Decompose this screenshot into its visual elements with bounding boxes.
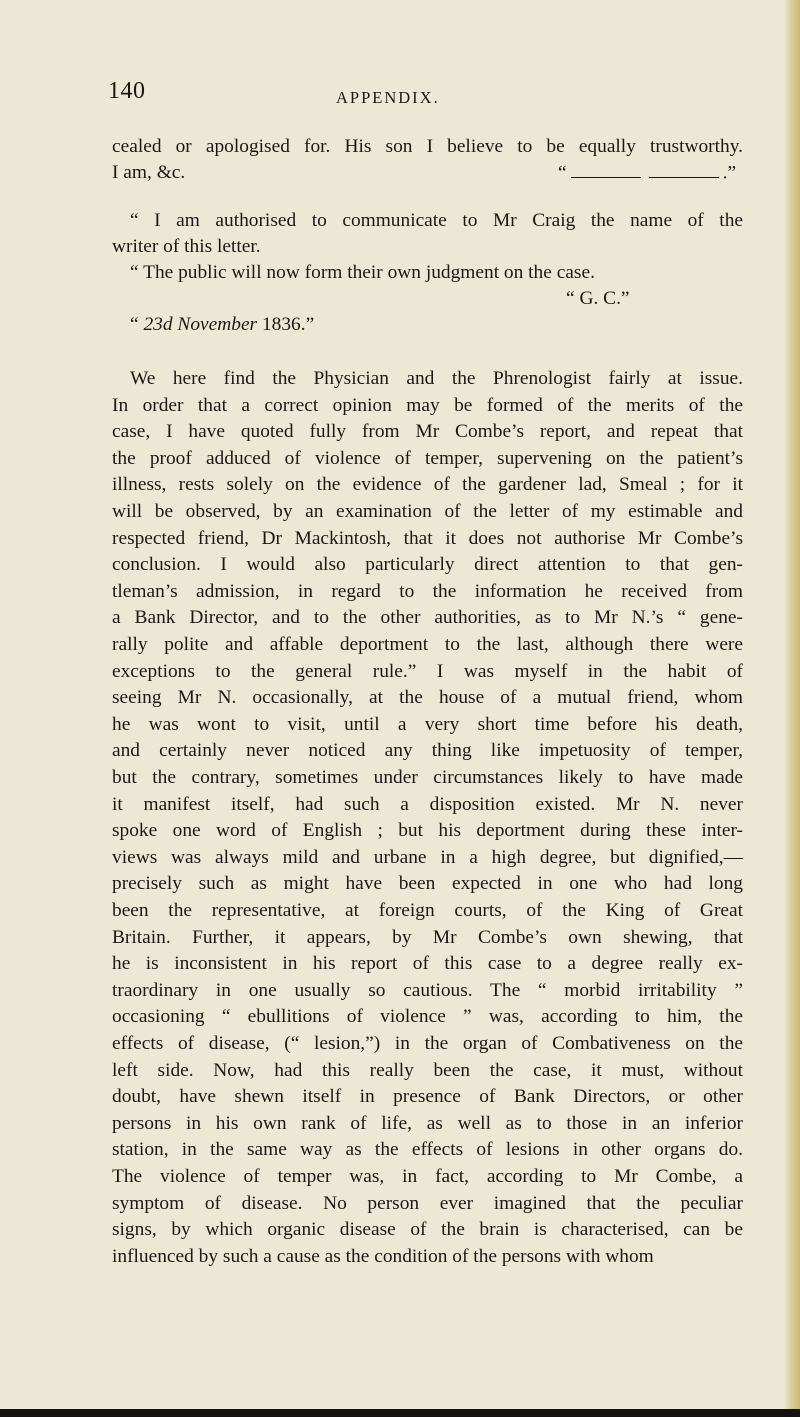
body-line: illness, rests solely on the evidence of the gardener lad, Smeal ; for it [112,474,743,496]
body-line: influenced by such a cause as the condition of the persons with whom [112,1245,654,1267]
body-line: a Bank Director, and to the other authorities, as to Mr N.’s “ gene- [112,607,743,629]
body-line: tleman’s admission, in regard to the information he received from [112,580,743,602]
body-line: We here find the Physician and the Phrenologist fairly at issue. [130,368,743,389]
body-line: persons in his own rank of life, as well as to those in an inferior [112,1112,743,1134]
body-line: precisely such as might have been expected in one who had long [112,873,743,895]
body-line: rally polite and affable deportment to the last, although there were [112,634,743,655]
body-line: he was wont to visit, until a very short time before his death, [112,713,743,735]
letter-line-2 [112,160,743,186]
body-line: The violence of temper was, in fact, according to Mr Combe, a [112,1166,743,1187]
body-line: signs, by which organic disease of the brain is characterised, can be [112,1219,743,1241]
letter-line-1: cealed or apologised for. His son I believe to be equally trustworthy. [112,136,743,157]
close-quote: .” [722,162,737,184]
body-line: but the contrary, sometimes under circumstances likely to have made [112,767,743,788]
running-head: APPENDIX. [336,88,440,107]
body-line: spoke one word of English ; but his deportment during these inter- [112,820,743,842]
blank-line-1 [571,160,641,178]
page-number: 140 [108,78,146,104]
body-line: case, I have quoted fully from Mr Combe’s report, and repeat that [112,421,743,443]
body-line: Britain. Further, it appears, by Mr Combe’s own shewing, that [112,926,743,948]
letter-closing: I am, &c. [112,162,186,183]
body-line: seeing Mr N. occasionally, at the house of a mutual friend, whom [112,687,743,709]
body-line: doubt, have shewn itself in presence of Bank Directors, or other [112,1086,743,1108]
body-line: he is inconsistent in his report of this case to a degree really ex- [112,953,743,975]
bottom-edge [0,1409,800,1417]
signature: “ G. C.” [566,288,630,309]
body-line: it manifest itself, had such a disposition existed. Mr N. never [112,793,743,815]
date-italic: 23d November [143,314,258,335]
note-line-3: “ The public will now form their own judgment on the case. [130,262,595,283]
body-line: In order that a correct opinion may be formed of the merits of the [112,394,743,416]
open-quote: “ [558,162,567,184]
page-edge [784,0,800,1417]
date-year: 1836.” [257,314,315,335]
body-line: conclusion. I would also particularly direct attention to that gen- [112,554,743,576]
note-line-2: writer of this letter. [112,236,261,257]
body-line: effects of disease, (“ lesion,”) in the organ of Combativeness on the [112,1033,743,1054]
body-line: exceptions to the general rule.” I was myself in the habit of [112,660,743,682]
body-line: symptom of disease. No person ever imagined that the peculiar [112,1192,743,1214]
body-line: traordinary in one usually so cautious. The “ morbid irritability ” [112,979,743,1001]
body-line: views was always mild and urbane in a high degree, but dignified,— [112,846,743,868]
page-header [108,78,748,108]
date-line [130,312,314,338]
date-quote: “ [130,314,144,335]
signature-blank [558,160,736,186]
body-line: been the representative, at foreign courts, of the King of Great [112,900,743,921]
body-line: occasioning “ ebullitions of violence ” was, according to him, the [112,1006,743,1028]
blank-line-2 [649,160,719,178]
body-line: the proof adduced of violence of temper, supervening on the patient’s [112,447,743,469]
body-line: respected friend, Dr Mackintosh, that it does not authorise Mr Combe’s [112,527,743,549]
body-line: and certainly never noticed any thing like impetuosity of temper, [112,740,743,762]
body-line: station, in the same way as the effects of lesions in other organs do. [112,1139,743,1161]
body-line: will be observed, by an examination of the letter of my estimable and [112,501,743,522]
note-line-1: “ I am authorised to communicate to Mr Craig the name of the [130,210,743,231]
body-line: left side. Now, had this really been the case, it must, without [112,1059,743,1081]
